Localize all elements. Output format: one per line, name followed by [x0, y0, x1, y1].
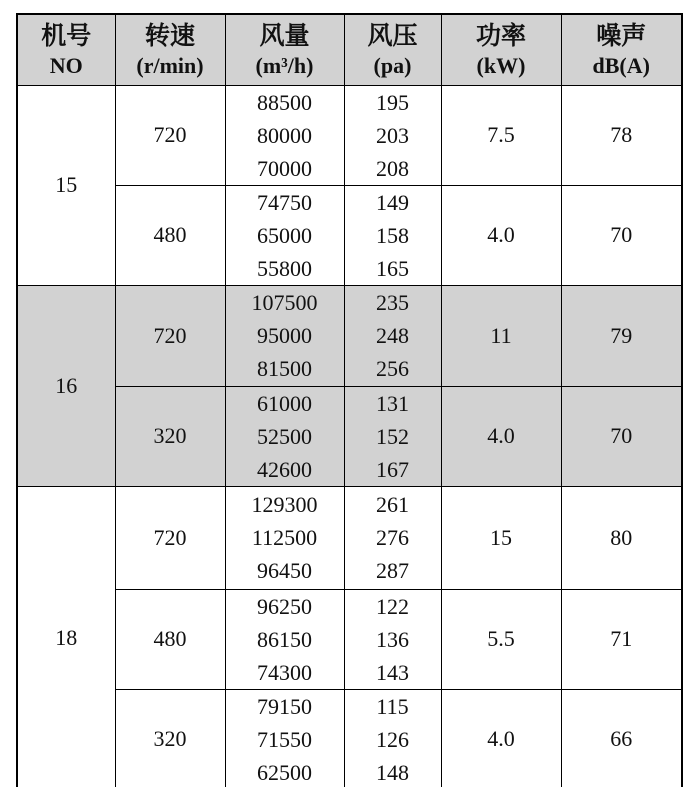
- speed-cell: 320: [115, 386, 225, 486]
- volume-value: 55800: [257, 255, 312, 281]
- table-row: [17, 589, 682, 689]
- pressure-value: 115: [376, 693, 409, 719]
- volume-value: 79150: [257, 693, 312, 719]
- volume-value: 129300: [251, 492, 318, 517]
- power-cell: 11: [441, 285, 561, 386]
- noise-cell: 70: [561, 386, 682, 486]
- volume-value: 61000: [257, 390, 312, 416]
- volume-value: 65000: [257, 222, 312, 248]
- header-unit-no: NO: [49, 52, 83, 78]
- speed-cell: 720: [115, 285, 225, 386]
- header-col-noise: [561, 14, 682, 85]
- pressure-value: 208: [376, 155, 409, 181]
- noise-cell: 79: [561, 285, 682, 386]
- noise-cell: 71: [561, 589, 682, 689]
- header-col-volume: [225, 14, 344, 85]
- volume-value: 95000: [257, 323, 312, 348]
- volume-value: 52500: [257, 423, 312, 449]
- pressure-value: 248: [376, 323, 409, 348]
- power-cell: 4.0: [441, 185, 561, 285]
- volume-value: 70000: [257, 155, 312, 181]
- header-unit-power: (kW): [476, 52, 526, 78]
- volume-cell: [225, 589, 344, 689]
- header-unit-volume: (m³/h): [255, 52, 314, 78]
- header-label-speed: 转速: [144, 22, 195, 50]
- table-row: [17, 85, 682, 185]
- pressure-cell: [344, 589, 441, 689]
- speed-cell: 720: [115, 85, 225, 185]
- table-row: [17, 689, 682, 787]
- volume-cell: [225, 486, 344, 589]
- header-col-no: [17, 14, 115, 85]
- pressure-value: 195: [376, 89, 409, 115]
- pressure-value: 136: [376, 626, 409, 652]
- header-label-volume: 风量: [259, 22, 310, 50]
- pressure-value: 149: [376, 189, 409, 215]
- table-row: [17, 486, 682, 589]
- pressure-cell: [344, 185, 441, 285]
- header-col-pressure: [344, 14, 441, 85]
- volume-value: 88500: [257, 89, 312, 115]
- pressure-value: 167: [376, 456, 409, 482]
- volume-cell: [225, 185, 344, 285]
- volume-value: 80000: [257, 122, 312, 148]
- volume-value: 96250: [257, 593, 312, 619]
- noise-cell: 70: [561, 185, 682, 285]
- speed-cell: 320: [115, 689, 225, 787]
- table-row: [17, 386, 682, 486]
- header-row: [17, 14, 682, 85]
- no-cell-18: 18: [17, 486, 115, 787]
- pressure-value: 131: [376, 390, 409, 416]
- no-cell-16: 16: [17, 285, 115, 486]
- noise-cell: 66: [561, 689, 682, 787]
- header-unit-speed: (r/min): [136, 52, 204, 78]
- pressure-value: 143: [376, 659, 409, 685]
- pressure-value: 122: [376, 593, 409, 619]
- header-label-power: 功率: [475, 22, 526, 50]
- volume-value: 86150: [257, 626, 312, 652]
- power-cell: 5.5: [441, 589, 561, 689]
- volume-value: 71550: [257, 726, 312, 752]
- pressure-cell: [344, 85, 441, 185]
- power-cell: 4.0: [441, 689, 561, 787]
- pressure-cell: [344, 486, 441, 589]
- speed-cell: 480: [115, 185, 225, 285]
- pressure-value: 256: [376, 356, 409, 381]
- speed-cell: 720: [115, 486, 225, 589]
- pressure-value: 152: [376, 423, 409, 449]
- pressure-value: 158: [376, 222, 409, 248]
- volume-value: 74750: [257, 189, 312, 215]
- volume-value: 74300: [257, 659, 312, 685]
- noise-cell: 78: [561, 85, 682, 185]
- volume-value: 62500: [257, 759, 312, 785]
- pressure-value: 203: [376, 122, 409, 148]
- header-label-no: 机号: [41, 22, 92, 50]
- speed-cell: 480: [115, 589, 225, 689]
- power-cell: 15: [441, 486, 561, 589]
- pressure-cell: [344, 285, 441, 386]
- table-row: [17, 285, 682, 386]
- volume-cell: [225, 386, 344, 486]
- volume-value: 107500: [251, 290, 318, 315]
- pressure-cell: [344, 386, 441, 486]
- pressure-value: 261: [376, 492, 409, 517]
- volume-value: 42600: [257, 456, 312, 482]
- header-label-pressure: 风压: [367, 22, 418, 50]
- pressure-value: 126: [376, 726, 409, 752]
- pressure-value: 165: [376, 255, 409, 281]
- pressure-value: 276: [376, 525, 409, 550]
- power-cell: 4.0: [441, 386, 561, 486]
- pressure-value: 148: [376, 759, 409, 785]
- header-col-power: [441, 14, 561, 85]
- header-unit-noise: dB(A): [592, 52, 650, 78]
- table-row: [17, 185, 682, 285]
- fan-spec-table: [16, 13, 683, 787]
- header-col-speed: [115, 14, 225, 85]
- header-label-noise: 噪声: [596, 22, 647, 50]
- no-cell-15: 15: [17, 85, 115, 285]
- volume-cell: [225, 689, 344, 787]
- pressure-value: 287: [376, 558, 409, 583]
- noise-cell: 80: [561, 486, 682, 589]
- pressure-cell: [344, 689, 441, 787]
- volume-cell: [225, 285, 344, 386]
- pressure-value: 235: [376, 290, 409, 315]
- volume-cell: [225, 85, 344, 185]
- volume-value: 112500: [251, 525, 318, 550]
- volume-value: 81500: [257, 356, 312, 381]
- header-unit-pressure: (pa): [373, 52, 412, 78]
- power-cell: 7.5: [441, 85, 561, 185]
- volume-value: 96450: [257, 558, 312, 583]
